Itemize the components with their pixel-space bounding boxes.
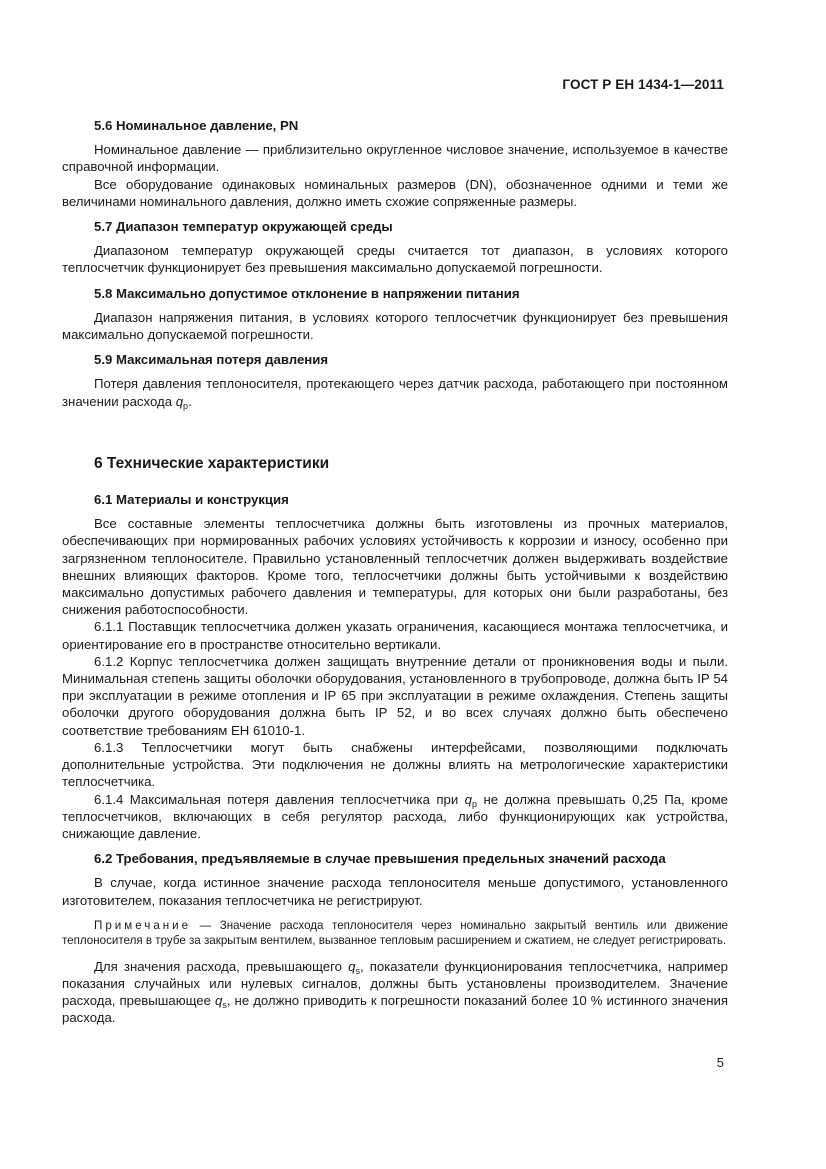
subscript-s: s bbox=[222, 999, 227, 1010]
section-5-7-paragraph: Диапазоном температур окружающей среды считается тот диапазон, в условиях которого теплосчетчик функционирует без превышения максимально допускаемой погрешности. bbox=[62, 243, 728, 276]
section-6-2-heading: 6.2 Требования, предъявляемые в случае превышения предельных значений расхода bbox=[94, 851, 666, 867]
text-run: Потеря давления теплоносителя, протекающего через датчик расхода, работающего при постоянном значении расхода bbox=[62, 376, 728, 409]
text-run: Для значения расхода, превышающего bbox=[94, 958, 349, 974]
clause-6-1-1: 6.1.1 Поставщик теплосчетчика должен указать ограничения, касающиеся монтажа теплосчетчика, и ориентирование его в пространстве относительно вертикали. bbox=[62, 619, 728, 652]
subscript-p: p bbox=[471, 798, 477, 809]
section-5-7-heading: 5.7 Диапазон температур окружающей среды bbox=[94, 219, 393, 235]
text-run: , показатели функционирования теплосчетчика, например показания случайных или нулевых сигналов, должны быть установлены производителем. Значение расхода, превышающее bbox=[62, 958, 728, 1008]
section-5-6-paragraph-1: Номинальное давление — приблизительно округленное числовое значение, используемое в качестве справочной информации. bbox=[62, 142, 728, 175]
text-run: . bbox=[188, 393, 192, 409]
section-6-2-paragraph-1: В случае, когда истинное значение расхода теплоносителя меньше допустимого, установленного изготовителем, показания теплосчетчика не регистрируют. bbox=[62, 875, 728, 908]
note-text: — Значение расхода теплоносителя через номинально закрытый вентиль или движение теплоносителя в трубе за закрытым вентилем, вызванное тепловым расширением и сжатием, не следует регистрировать. bbox=[62, 918, 728, 948]
section-5-9-paragraph bbox=[62, 375, 728, 409]
document-code-header: ГОСТ Р ЕН 1434-1—2011 bbox=[562, 77, 724, 92]
clause-6-1-2: 6.1.2 Корпус теплосчетчика должен защищать внутренние детали от проникновения воды и пыли. Минимальная степень защиты оболочки оборудования, установленного в трубопроводе, должна быть IP 54 при эксплуатации в режиме отопления и IP 65 при эксплуатации в режиме охлаждения. Степень защиты оболочки другого оборудования должна быть IP 52, и во всех случаях должно быть обеспечено соответствие требованиям ЕН 61010-1. bbox=[62, 653, 728, 738]
variable-q: q bbox=[175, 393, 184, 409]
note bbox=[62, 918, 728, 949]
section-5-8-paragraph: Диапазон напряжения питания, в условиях которого теплосчетчик функционирует без превышения максимально допускаемой погрешности. bbox=[62, 309, 728, 343]
note-label: Примечание bbox=[94, 918, 192, 932]
section-5-6-paragraph-2: Все оборудование одинаковых номинальных размеров (DN), обозначенное одними и теми же величинами номинального давления, должно иметь схожие сопряженные размеры. bbox=[62, 176, 728, 209]
text-run: 6.1.4 Максимальная потеря давления теплосчетчика при bbox=[94, 791, 465, 807]
clause-6-1-3: 6.1.3 Теплосчетчики могут быть снабжены интерфейсами, позволяющими подключать дополнительные устройства. Эти подключения не должны влиять на метрологические характеристики теплосчетчика. bbox=[62, 739, 728, 790]
variable-q: q bbox=[348, 958, 356, 974]
section-6-1-heading: 6.1 Материалы и конструкция bbox=[94, 492, 289, 508]
section-5-6-heading: 5.6 Номинальное давление, PN bbox=[94, 118, 299, 133]
page-content bbox=[62, 117, 728, 1026]
variable-q: q bbox=[464, 791, 472, 807]
subscript-s: s bbox=[355, 965, 360, 976]
variable-q: q bbox=[215, 992, 223, 1008]
section-5-9-heading: 5.9 Максимальная потеря давления bbox=[94, 352, 329, 368]
page-number: 5 bbox=[716, 1055, 724, 1070]
section-6-1-paragraph: Все составные элементы теплосчетчика должны быть изготовлены из прочных материалов, обеспечивающих при нормированных рабочих условиях устойчивость к коррозии и износу, особенно при загрязненном теплоносителе. Правильно установленный теплосчетчик должен выдерживать воздействие внешних влияющих факторов. Кроме того, теплосчетчики должны быть устойчивыми к воздействию максимально допустимых рабочего давления и температуры, для которых они были разработаны, без снижения работоспособности. bbox=[62, 516, 728, 618]
section-6-2-paragraph-2 bbox=[62, 958, 728, 1027]
clause-6-1-4 bbox=[62, 791, 728, 843]
subscript-p: p bbox=[183, 400, 189, 411]
text-run: , не должно приводить к погрешности показаний более 10 % истинного значения расхода. bbox=[62, 992, 728, 1026]
section-5-8-heading: 5.8 Максимально допустимое отклонение в напряжении питания bbox=[94, 285, 520, 301]
section-6-heading: 6 Технические характеристики bbox=[94, 454, 330, 472]
text-run: не должна превышать 0,25 Па, кроме теплосчетчиков, включающих в себя регулятор расхода, либо функционирующих как устройства, снижающие давление. bbox=[62, 791, 728, 841]
